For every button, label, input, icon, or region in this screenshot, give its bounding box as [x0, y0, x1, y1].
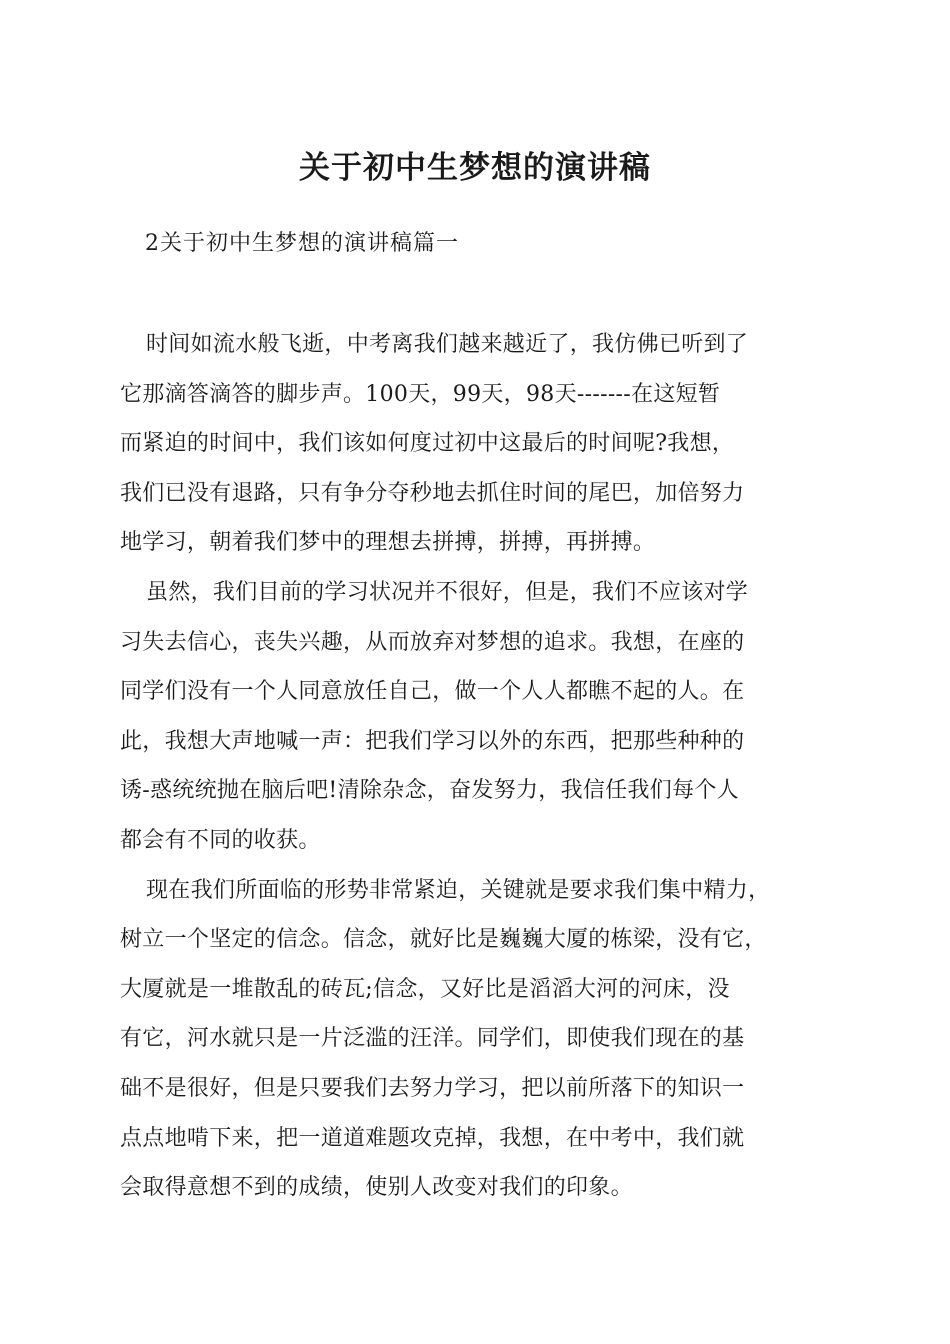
- text-line: 都会有不同的收获。: [120, 827, 321, 853]
- text-line: 地学习，朝着我们梦中的理想去拼搏，拼搏，再拼搏。: [120, 530, 656, 556]
- text-line: 诱-惑统统抛在脑后吧!清除杂念，奋发努力，我信任我们每个人: [120, 778, 739, 804]
- document-title: 关于初中生梦想的演讲稿: [299, 150, 651, 186]
- text-line: 现在我们所面临的形势非常紧迫，关键就是要求我们集中精力，: [146, 877, 771, 903]
- paragraph-3: [120, 866, 840, 1213]
- document-body: [120, 320, 840, 1213]
- text-line: 我们已没有退路，只有争分夺秒地去抓住时间的尾巴，加倍努力: [120, 480, 745, 506]
- text-line: 虽然，我们目前的学习状况并不很好，但是，我们不应该对学: [146, 579, 749, 605]
- text-line: 大厦就是一堆散乱的砖瓦;信念，又好比是滔滔大河的河床，没: [120, 976, 730, 1002]
- text-line: 点点地啃下来，把一道道难题攻克掉，我想，在中考中，我们就: [120, 1125, 745, 1151]
- text-line: 而紧迫的时间中，我们该如何度过初中这最后的时间呢?我想，: [120, 431, 735, 457]
- paragraph-2: [120, 568, 840, 866]
- text-line: 有它，河水就只是一片泛滥的汪洋。同学们，即使我们现在的基: [120, 1026, 745, 1052]
- paragraph-1: [120, 320, 840, 568]
- text-line: 时间如流水般飞逝，中考离我们越来越近了，我仿佛已听到了: [146, 332, 749, 357]
- text-line: 此，我想大声地喊一声：把我们学习以外的东西，把那些种种的: [120, 728, 745, 754]
- text-line: 习失去信心，丧失兴趣，从而放弃对梦想的追求。我想，在座的: [120, 629, 745, 655]
- section-heading: 2关于初中生梦想的演讲稿篇一: [145, 231, 459, 256]
- text-line: 同学们没有一个人同意放任自己，做一个人人都瞧不起的人。在: [120, 679, 745, 705]
- text-line: 会取得意想不到的成绩，使别人改变对我们的印象。: [120, 1175, 633, 1201]
- text-line: 它那滴答滴答的脚步声。100天，99天，98天-------在这短暂: [120, 381, 721, 407]
- text-line: 础不是很好，但是只要我们去努力学习，把以前所落下的知识一: [120, 1075, 745, 1101]
- text-line: 树立一个坚定的信念。信念，就好比是巍巍大厦的栋梁，没有它，: [120, 927, 767, 953]
